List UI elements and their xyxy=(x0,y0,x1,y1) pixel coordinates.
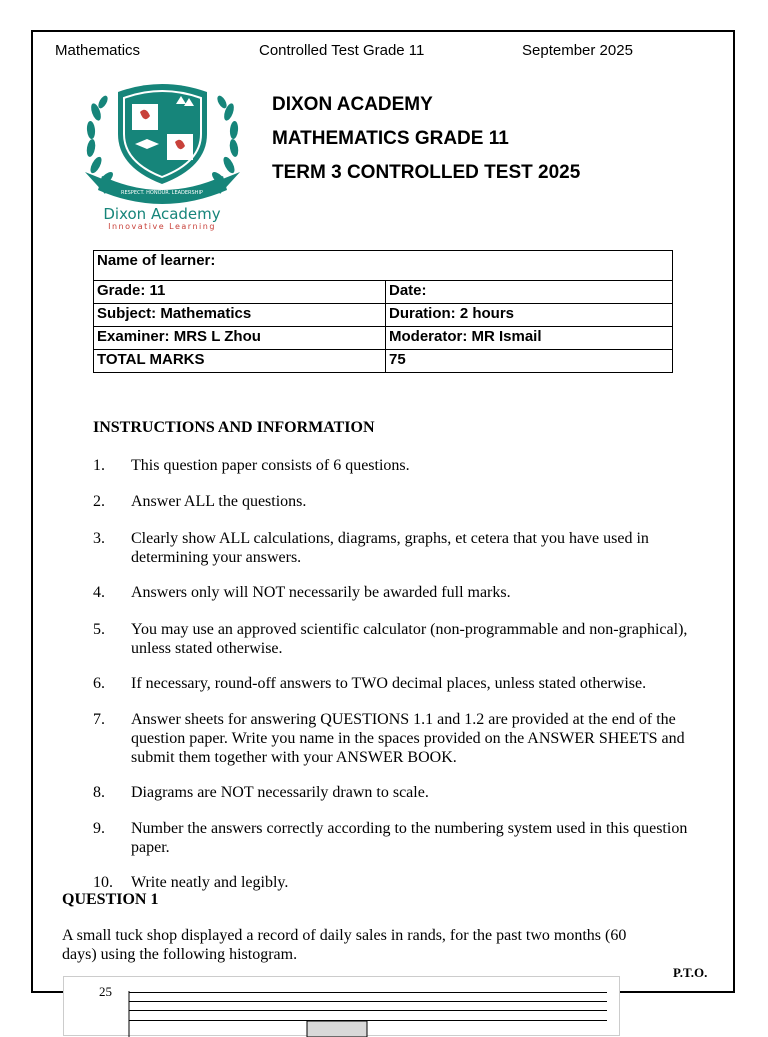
school-title: DIXON ACADEMY xyxy=(272,94,433,115)
y-tick-label-25: 25 xyxy=(99,984,112,999)
instruction-number: 3. xyxy=(93,530,105,547)
name-of-learner-cell[interactable]: Name of learner: xyxy=(94,251,673,281)
instruction-number: 2. xyxy=(93,493,105,510)
question-1-text: A small tuck shop displayed a record of daily sales in rands, for the past two months (60 days) using the following histogram. xyxy=(62,927,627,963)
instruction-number: 7. xyxy=(93,711,105,728)
please-turn-over: P.T.O. xyxy=(673,965,708,980)
header-subject: Mathematics xyxy=(55,42,141,59)
instruction-number: 1. xyxy=(93,457,105,474)
grade-cell: Grade: 11 xyxy=(94,281,386,304)
instruction-text: Answers only will NOT necessarily be awarded full marks. xyxy=(131,584,511,601)
instruction-text: Write neatly and legibly. xyxy=(131,874,289,891)
total-marks-value-cell: 75 xyxy=(386,350,673,373)
svg-text:Dixon Academy: Dixon Academy xyxy=(103,205,221,223)
date-cell[interactable]: Date: xyxy=(386,281,673,304)
duration-cell: Duration: 2 hours xyxy=(386,304,673,327)
moderator-cell: Moderator: MR Ismail xyxy=(386,327,673,350)
instruction-number: 5. xyxy=(93,621,105,638)
instruction-number: 9. xyxy=(93,820,105,837)
instruction-text: Answer ALL the questions. xyxy=(131,493,307,510)
school-crest-logo xyxy=(80,72,245,234)
subject-title: MATHEMATICS GRADE 11 xyxy=(272,128,509,149)
instruction-text: Diagrams are NOT necessarily drawn to scale. xyxy=(131,784,429,801)
instruction-number: 8. xyxy=(93,784,105,801)
instruction-text: You may use an approved scientific calculator (non-programmable and non-graphical), unless stated otherwise. xyxy=(131,621,688,657)
header-test-name: Controlled Test Grade 11 xyxy=(259,42,425,59)
instructions-heading: INSTRUCTIONS AND INFORMATION xyxy=(93,419,375,436)
instruction-text: This question paper consists of 6 questions. xyxy=(131,457,410,474)
svg-text:Innovative Learning: Innovative Learning xyxy=(108,222,216,231)
subject-cell: Subject: Mathematics xyxy=(94,304,386,327)
total-marks-label-cell: TOTAL MARKS xyxy=(94,350,386,373)
svg-text:RESPECT. HONOUR. LEADERSHIP: RESPECT. HONOUR. LEADERSHIP xyxy=(121,190,203,196)
histogram-chart xyxy=(63,976,620,1036)
histogram-bar xyxy=(307,1021,367,1037)
instruction-text: Clearly show ALL calculations, diagrams, graphs, et cetera that you have used in determining your answers. xyxy=(131,530,649,566)
instruction-text: Answer sheets for answering QUESTIONS 1.1 and 1.2 are provided at the end of the question paper. Write you name in the spaces provided on the ANSWER SHEETS and submit them together with your ANSWER BOOK. xyxy=(131,711,685,766)
question-1-heading: QUESTION 1 xyxy=(62,891,159,908)
instruction-text: Number the answers correctly according to the numbering system used in this question paper. xyxy=(131,820,688,856)
header-date: September 2025 xyxy=(522,42,633,59)
instruction-number: 6. xyxy=(93,675,105,692)
learner-info-table xyxy=(93,250,673,373)
instruction-text: If necessary, round-off answers to TWO decimal places, unless stated otherwise. xyxy=(131,675,647,692)
examiner-cell: Examiner: MRS L Zhou xyxy=(94,327,386,350)
test-title: TERM 3 CONTROLLED TEST 2025 xyxy=(272,162,581,183)
instruction-number: 10. xyxy=(93,874,113,891)
instruction-number: 4. xyxy=(93,584,105,601)
